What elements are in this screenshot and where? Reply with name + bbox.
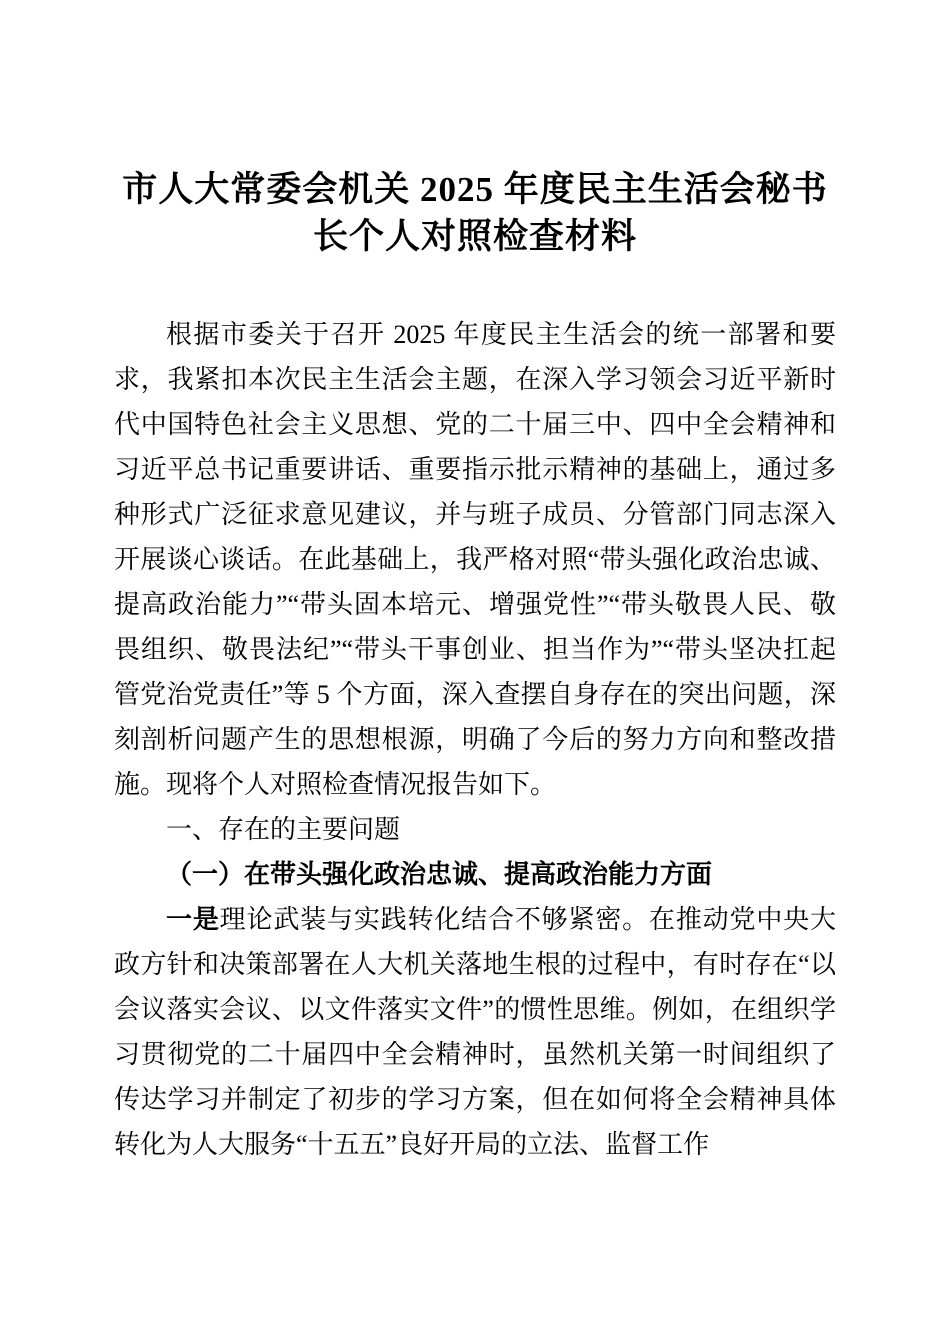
document-body	[114, 312, 836, 1167]
point-1-text: 理论武装与实践转化结合不够紧密。在推动党中央大政方针和决策部署在人大机关落地生根的过程中，有时存在“以会议落实会议、以文件落实文件”的惯性思维。例如，在组织学习贯彻党的二十届四中全会精神时，虽然机关第一时间组织了传达学习并制定了初步的学习方案，但在如何将全会精神具体转化为人大服务“十五五”良好开局的立法、监督工作	[114, 905, 836, 1159]
section-1-heading: 一、存在的主要问题	[166, 815, 401, 844]
point-1-paragraph	[114, 897, 836, 1167]
section-1-subheading-1: （一）在带头强化政治忠诚、提高政治能力方面	[166, 860, 713, 889]
intro-paragraph: 根据市委关于召开 2025 年度民主生活会的统一部署和要求，我紧扣本次民主生活会主题，在深入学习领会习近平新时代中国特色社会主义思想、党的二十届三中、四中全会精神和习近平总书记重要讲话、重要指示批示精神的基础上，通过多种形式广泛征求意见建议，并与班子成员、分管部门同志深入开展谈心谈话。在此基础上，我严格对照“带头强化政治忠诚、提高政治能力”“带头固本培元、增强党性”“带头敬畏人民、敬畏组织、敬畏法纪”“带头干事创业、担当作为”“带头坚决扛起管党治党责任”等 5 个方面，深入查摆自身存在的突出问题，深刻剖析问题产生的思想根源，明确了今后的努力方向和整改措施。现将个人对照检查情况报告如下。	[114, 320, 836, 799]
document-title: 市人大常委会机关 2025 年度民主生活会秘书长个人对照检查材料	[122, 170, 828, 256]
point-1-lead-label: 一是	[166, 905, 220, 934]
